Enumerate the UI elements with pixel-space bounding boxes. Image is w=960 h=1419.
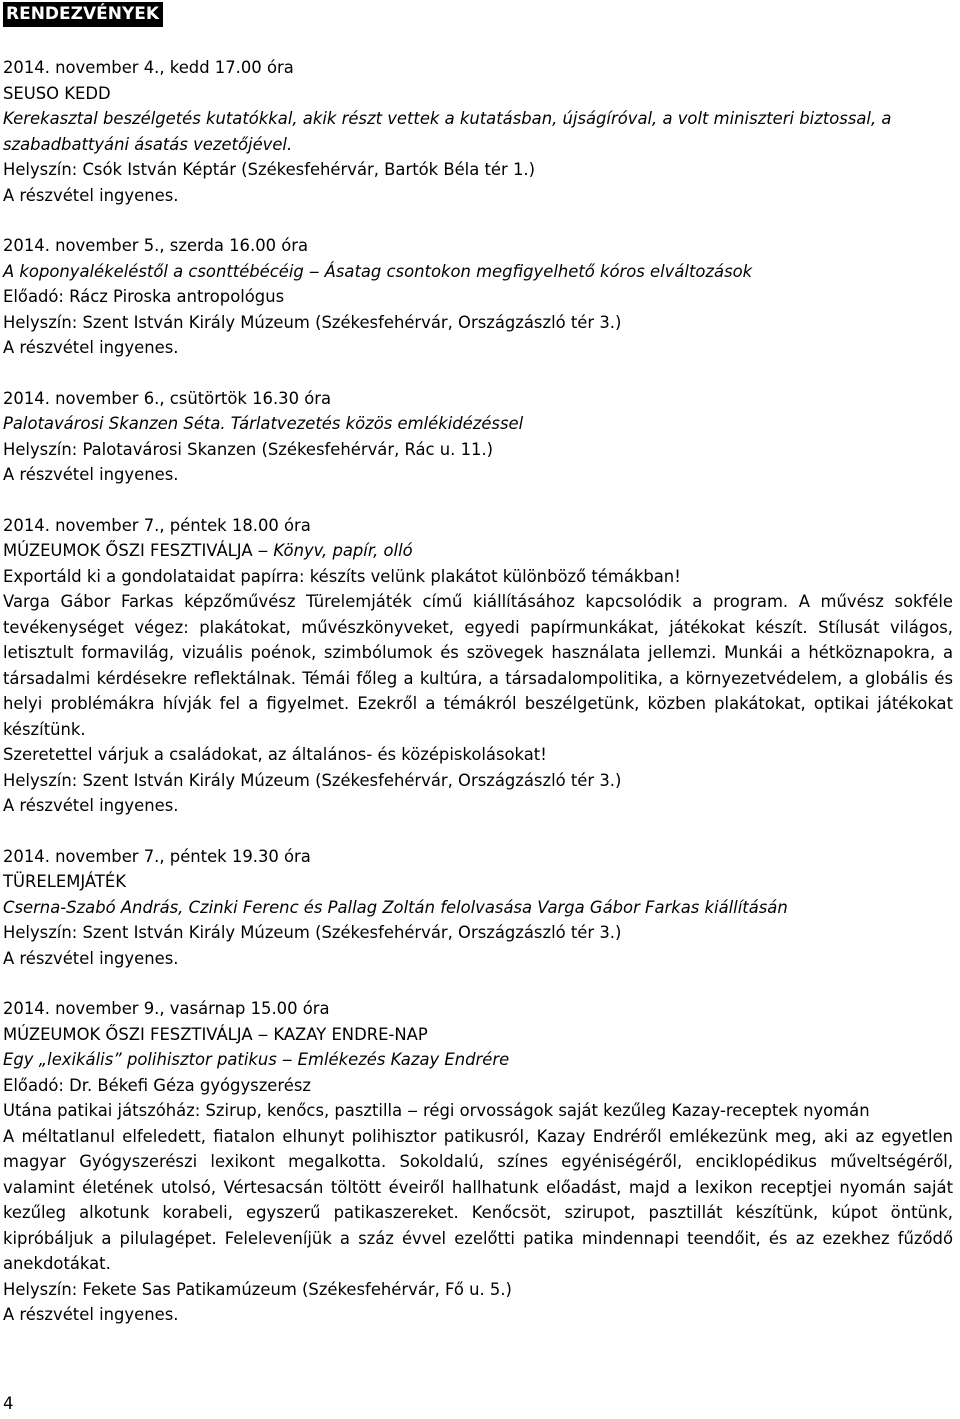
event-title-main: MÚZEUMOK ŐSZI FESZTIVÁLJA ‒ [3,541,274,560]
event-venue: Helyszín: Palotavárosi Skanzen (Székesfehérvár, Rác u. 11.) [3,439,494,459]
event-speaker: Előadó: Dr. Békefi Géza gyógyszerész [3,1075,311,1095]
event-text-line: Exportáld ki a gondolataidat papírra: készíts velünk plakátot különböző témákban! [3,566,681,586]
event-admission: A részvétel ingyenes. [3,185,179,205]
event-2 [3,233,953,361]
event-venue: Helyszín: Szent István Király Múzeum (Székesfehérvár, Országzászló tér 3.) [3,770,622,790]
event-date: 2014. november 7., péntek 18.00 óra [3,515,311,535]
event-date: 2014. november 6., csütörtök 16.30 óra [3,388,332,408]
event-text-line: Szeretettel várjuk a családokat, az általános- és középiskolásokat! [3,745,547,764]
event-venue: Helyszín: Szent István Király Múzeum (Székesfehérvár, Országzászló tér 3.) [3,923,622,942]
event-title-sub: Könyv, papír, olló [273,541,413,560]
event-admission: A részvétel ingyenes. [3,948,179,968]
event-3 [3,386,953,488]
event-date: 2014. november 5., szerda 16.00 óra [3,236,309,255]
event-4 [3,513,953,819]
event-admission: A részvétel ingyenes. [3,465,179,484]
event-date: 2014. november 4., kedd 17.00 óra [3,58,294,77]
event-text-paragraph: Utána patikai játszóház: Szirup, kenőcs, pasztilla ‒ régi orvosságok saját kezűleg Kazay-receptek nyomán [3,1101,870,1120]
event-venue: Helyszín: Szent István Király Múzeum (Székesfehérvár, Országzászló tér 3.) [3,312,622,332]
event-admission: A részvétel ingyenes. [3,338,179,357]
event-title: Palotavárosi Skanzen Séta. Tárlatvezetés közös emlékidézéssel [3,414,524,433]
event-5 [3,844,953,972]
event-text-paragraph: A méltatlanul elfeledett, fiatalon elhunyt polihisztor patikusról, Kazay Endréről emlékezünk meg, aki az egyetlen magyar Gyógyszerészi lexikont megalkotta. Sokoldalú, színes egyéniségéről, enciklopédikus műveltségéről, valamint életének utolsó, Vértesacsán töltött éveiről hallhatunk előadást, majd a lexikon receptjei nyomán saját kezűleg alkotunk korabeli, egyszerű patikaszereket. Kenőcsöt, szirupot, pasztillát készítünk, kúpot öntünk, kipróbáljuk a pilulagépet. Feleleveníjük a száz évvel ezelőtti patika mindennapi teendőit, és az ezekhez fűződő anekdotákat. [3,1126,953,1273]
event-title: TÜRELEMJÁTÉK [3,872,126,891]
event-title: MÚZEUMOK ŐSZI FESZTIVÁLJA ‒ KAZAY ENDRE-NAP [3,1024,428,1044]
section-heading: RENDEZVÉNYEK [3,2,163,27]
event-6 [3,996,953,1328]
event-title: SEUSO KEDD [3,83,111,103]
event-text-paragraph: Varga Gábor Farkas képzőművész Türelemjáték című kiállításához kapcsolódik a program. A művész sokféle tevékenységet végez: plakátokat, művészkönyveket, egyedi papírmunkákat, játékokat készít. Stílusát világos, letisztult formavilág, vizuális poénok, szimbólumok és szövegek használata jellemzi. Munkái a hétköznapokra, a társadalmi kérdésekre reflektálnak. Témái főleg a kultúra, a társadalompolitika, a környezetvédelem, a globális és helyi problémákra hívják fel a figyelmet. Ezekről a témákról beszélgetünk, közben plakátokat, optikai játékokat készítünk. [3,592,953,739]
event-date: 2014. november 9., vasárnap 15.00 óra [3,999,330,1018]
event-venue: Helyszín: Csók István Képtár (Székesfehérvár, Bartók Béla tér 1.) [3,160,535,179]
event-venue: Helyszín: Fekete Sas Patikamúzeum (Székesfehérvár, Fő u. 5.) [3,1279,512,1299]
page-number: 4 [3,1394,14,1413]
event-admission: A részvétel ingyenes. [3,1305,179,1324]
event-description: Cserna-Szabó András, Czinki Ferenc és Pallag Zoltán felolvasása Varga Gábor Farkas kiállításán [3,897,788,917]
event-date: 2014. november 7., péntek 19.30 óra [3,846,311,866]
event-speaker: Előadó: Rácz Piroska antropológus [3,287,285,306]
event-title [3,538,953,564]
document-page [3,2,953,1328]
event-description: Kerekasztal beszélgetés kutatókkal, akik részt vettek a kutatásban, újságíróval, a volt miniszteri biztossal, a szabadbattyáni ásatás vezetőjével. [3,109,892,154]
event-1 [3,55,953,208]
event-admission: A részvétel ingyenes. [3,796,179,815]
event-title: A koponyalékeléstől a csonttébécéig ‒ Ásatag csontokon megfigyelhető kóros elváltozások [3,261,753,281]
event-subtitle: Egy „lexikális” polihisztor patikus ‒ Emlékezés Kazay Endrére [3,1050,510,1069]
